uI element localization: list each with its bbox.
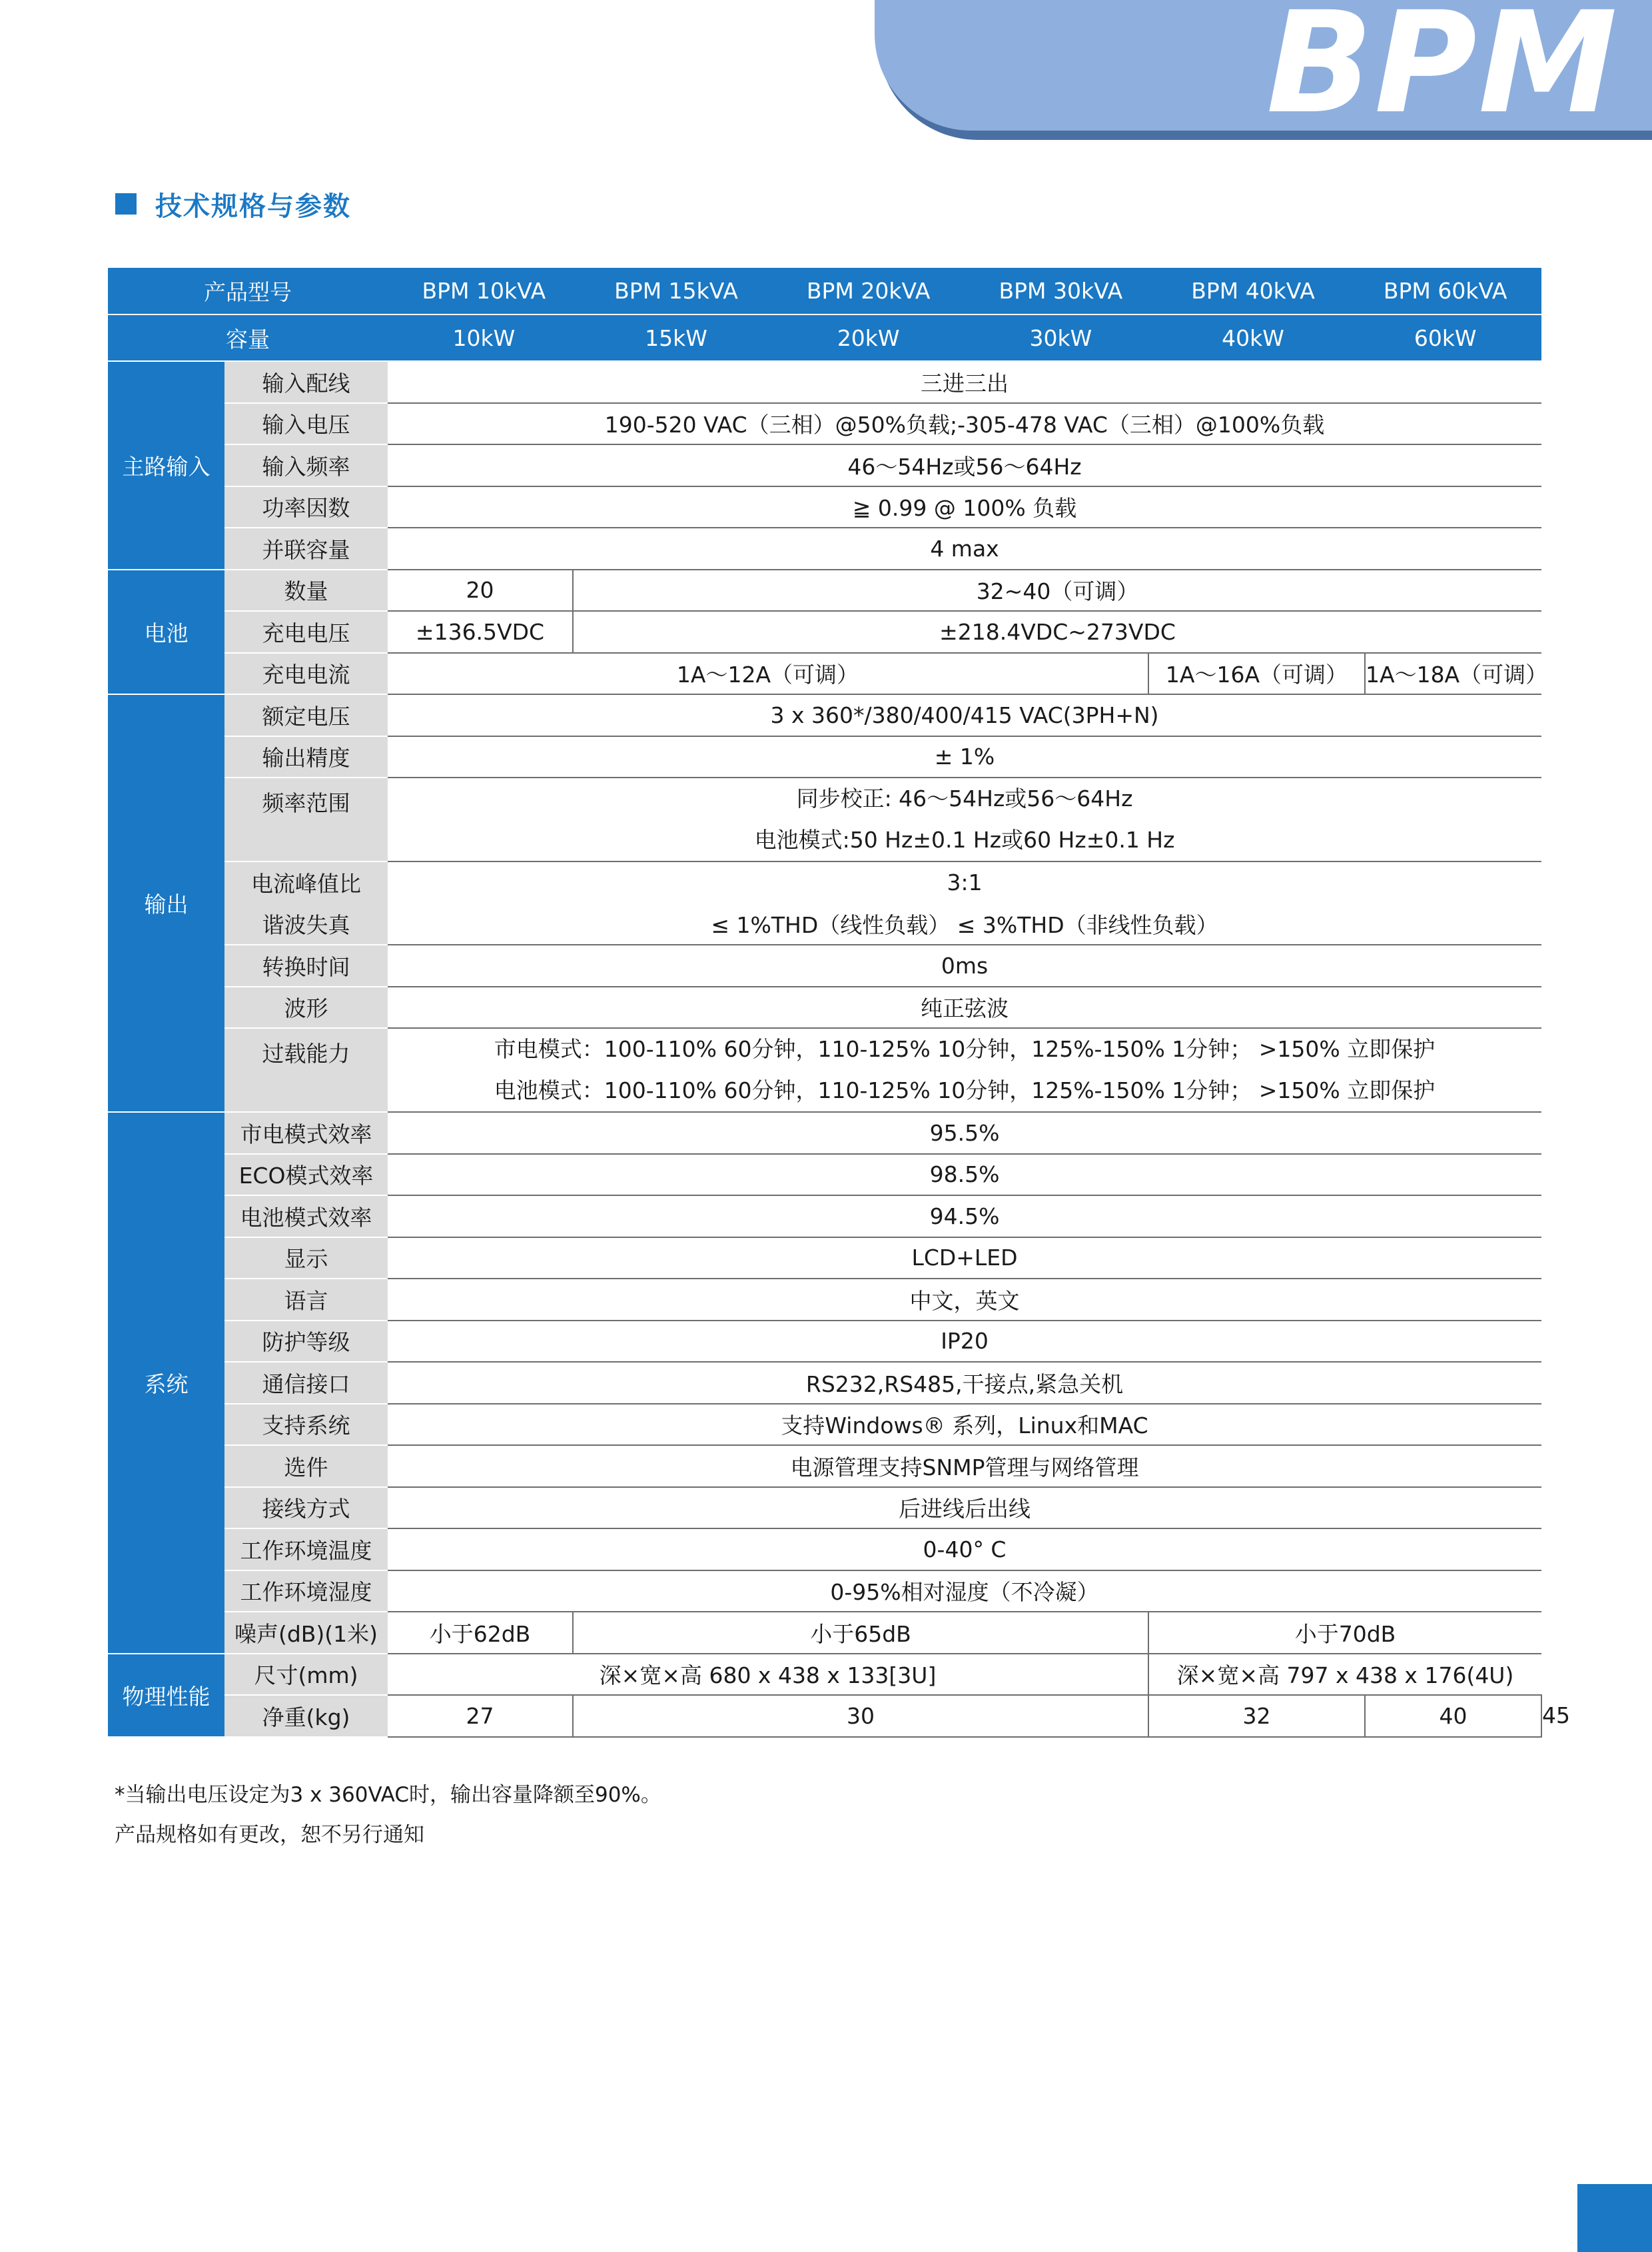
- row-value: ± 1%: [388, 736, 1541, 778]
- row-label: 谐波失真: [224, 903, 388, 945]
- row-label: 防护等级: [224, 1321, 388, 1363]
- capacity-30kw: 30kW: [1029, 324, 1092, 351]
- category-system: 系统: [108, 1112, 224, 1654]
- capacity-20kw: 20kW: [837, 324, 900, 351]
- row-label: 市电模式效率: [224, 1112, 388, 1154]
- row-label: 选件: [224, 1445, 388, 1487]
- noise-a: 小于62dB: [388, 1612, 573, 1654]
- category-output: 输出: [108, 694, 224, 1112]
- table-row: [108, 1445, 1541, 1487]
- table-row: [108, 444, 1541, 486]
- capacity-10kw: 10kW: [452, 324, 516, 351]
- battery-qty-b: 32~40（可调）: [573, 570, 1541, 612]
- table-row: [108, 1279, 1541, 1321]
- category-physical: 物理性能: [108, 1654, 224, 1737]
- table-row: [108, 486, 1541, 528]
- row-label: 输出精度: [224, 736, 388, 778]
- model-10kva: BPM 10kVA: [422, 278, 546, 304]
- table-row: [108, 1237, 1541, 1279]
- model-60kva: BPM 60kVA: [1383, 278, 1507, 304]
- row-label: 转换时间: [224, 945, 388, 987]
- table-row: [108, 945, 1541, 987]
- row-label: 支持系统: [224, 1404, 388, 1446]
- table-row: [108, 1570, 1541, 1612]
- table-row: [108, 1362, 1541, 1404]
- row-label: 电池模式效率: [224, 1195, 388, 1237]
- capacity-60kw: 60kW: [1414, 324, 1477, 351]
- footnote-derating: *当输出电压设定为3 x 360VAC时，输出容量降额至90%。: [115, 1783, 661, 1807]
- row-label: 波形: [224, 987, 388, 1029]
- battery-current-b: 1A～16A（可调）: [1148, 653, 1365, 695]
- category-battery: 电池: [108, 570, 224, 695]
- model-40kva: BPM 40kVA: [1191, 278, 1315, 304]
- row-value: 3 x 360*/380/400/415 VAC(3PH+N): [388, 694, 1541, 736]
- weight-4: 40: [1365, 1695, 1541, 1737]
- row-value: 46～54Hz或56～64Hz: [388, 444, 1541, 486]
- model-label: 产品型号: [108, 268, 388, 314]
- row-label: 语言: [224, 1279, 388, 1321]
- section-title: 技术规格与参数: [155, 191, 351, 222]
- row-value: 后进线后出线: [388, 1487, 1541, 1529]
- row-value: 三进三出: [388, 361, 1541, 403]
- table-row: [108, 653, 1541, 695]
- row-label: 充电电压: [224, 611, 388, 653]
- capacity-15kw: 15kW: [645, 324, 707, 351]
- freq-line-1: 同步校正: 46～54Hz或56～64Hz: [796, 786, 1133, 812]
- model-row: [108, 268, 1541, 314]
- row-label: 通信接口: [224, 1362, 388, 1404]
- row-label: 电流峰值比: [224, 861, 388, 903]
- section-heading: [115, 184, 351, 224]
- table-row: [108, 987, 1541, 1029]
- table-row: [108, 1195, 1541, 1237]
- battery-current-c: 1A～18A（可调）: [1365, 653, 1541, 695]
- row-value: 3:1: [947, 869, 983, 896]
- table-row: [108, 1612, 1541, 1654]
- row-label: 额定电压: [224, 694, 388, 736]
- row-value: 98.5%: [388, 1154, 1541, 1196]
- row-value: 0-95%相对湿度（不冷凝）: [388, 1570, 1541, 1612]
- weight-3: 32: [1148, 1695, 1365, 1737]
- row-label: 数量: [224, 570, 388, 612]
- table-row: [108, 361, 1541, 403]
- row-value: 中文，英文: [388, 1279, 1541, 1321]
- table-row: [108, 1028, 1541, 1112]
- row-value: 0ms: [388, 945, 1541, 987]
- weight-1: 27: [388, 1695, 573, 1737]
- row-label: 频率范围: [224, 778, 388, 861]
- row-value: 电源管理支持SNMP管理与网络管理: [388, 1445, 1541, 1487]
- row-value: 0-40° C: [388, 1528, 1541, 1570]
- battery-voltage-b: ±218.4VDC~273VDC: [573, 611, 1541, 653]
- table-row: 净重(kg) 27 30 32 40 45: [108, 1695, 1541, 1737]
- noise-b: 小于65dB: [573, 1612, 1148, 1654]
- table-row: [108, 1654, 1541, 1696]
- row-value: IP20: [388, 1321, 1541, 1363]
- row-label: 接线方式: [224, 1487, 388, 1529]
- row-label: 输入频率: [224, 444, 388, 486]
- table-row: [108, 778, 1541, 861]
- row-value: LCD+LED: [388, 1237, 1541, 1279]
- row-label: 充电电流: [224, 653, 388, 695]
- table-row: [108, 403, 1541, 445]
- brand-title: BPM: [1266, 0, 1619, 145]
- table-row: [108, 736, 1541, 778]
- row-label: 输入配线: [224, 361, 388, 403]
- battery-voltage-a: ±136.5VDC: [388, 611, 573, 653]
- noise-c: 小于70dB: [1148, 1612, 1541, 1654]
- table-row: [108, 1528, 1541, 1570]
- table-row: [108, 611, 1541, 653]
- row-label: 过载能力: [224, 1028, 388, 1112]
- footnote-disclaimer: 产品规格如有更改，恕不另行通知: [115, 1823, 424, 1847]
- table-row: [108, 528, 1541, 570]
- row-label: 工作环境湿度: [224, 1570, 388, 1612]
- row-label: 净重(kg): [224, 1695, 388, 1737]
- row-value: 4 max: [388, 528, 1541, 570]
- row-value: 95.5%: [388, 1112, 1541, 1154]
- row-label: 并联容量: [224, 528, 388, 570]
- table-row: [108, 1487, 1541, 1529]
- table-row: [108, 1404, 1541, 1446]
- table-row: [108, 1321, 1541, 1363]
- row-label: 尺寸(mm): [224, 1654, 388, 1696]
- capacity-label: 容量: [108, 314, 388, 361]
- table-row: [108, 694, 1541, 736]
- model-20kva: BPM 20kVA: [806, 278, 931, 304]
- category-main-input: 主路输入: [108, 361, 224, 570]
- row-value: 190-520 VAC（三相）@50%负载;-305-478 VAC（三相）@100%负载: [388, 403, 1541, 445]
- row-value: 94.5%: [388, 1195, 1541, 1237]
- row-label: 显示: [224, 1237, 388, 1279]
- freq-line-2: 电池模式:50 Hz±0.1 Hz或60 Hz±0.1 Hz: [754, 827, 1175, 853]
- header-banner: [875, 0, 1652, 145]
- capacity-40kw: 40kW: [1222, 324, 1284, 351]
- table-row: [108, 1154, 1541, 1196]
- row-value: 支持Windows® 系列，Linux和MAC: [388, 1404, 1541, 1446]
- row-label: 噪声(dB)(1米): [224, 1612, 388, 1654]
- table-row: [108, 903, 1541, 945]
- row-label: 功率因数: [224, 486, 388, 528]
- battery-current-a: 1A～12A（可调）: [388, 653, 1148, 695]
- row-value: 纯正弦波: [388, 987, 1541, 1029]
- corner-block: [1577, 2184, 1652, 2252]
- row-value: RS232,RS485,干接点,紧急关机: [388, 1362, 1541, 1404]
- table-row: [108, 1112, 1541, 1154]
- model-15kva: BPM 15kVA: [614, 278, 738, 304]
- capacity-row: [108, 314, 1541, 361]
- overload-line-1: 市电模式：100-110% 60分钟，110-125% 10分钟，125%-150% 1分钟； >150% 立即保护: [494, 1036, 1436, 1062]
- row-value: ≧ 0.99 @ 100% 负载: [388, 486, 1541, 528]
- battery-qty-a: 20: [388, 570, 573, 612]
- size-a: 深×宽×高 680 x 438 x 133[3U]: [388, 1654, 1148, 1696]
- row-label: ECO模式效率: [224, 1154, 388, 1196]
- table-row: [108, 861, 1541, 903]
- table-row: [108, 570, 1541, 612]
- row-value: ≤ 1%THD（线性负载） ≤ 3%THD（非线性负载）: [388, 903, 1541, 945]
- row-label: 输入电压: [224, 403, 388, 445]
- spec-table: [108, 268, 1571, 1738]
- size-b: 深×宽×高 797 x 438 x 176(4U): [1148, 1654, 1541, 1696]
- square-bullet-icon: [115, 193, 137, 215]
- model-30kva: BPM 30kVA: [999, 278, 1123, 304]
- row-label: 工作环境温度: [224, 1528, 388, 1570]
- overload-line-2: 电池模式：100-110% 60分钟，110-125% 10分钟，125%-150% 1分钟； >150% 立即保护: [494, 1077, 1436, 1103]
- weight-2: 30: [573, 1695, 1148, 1737]
